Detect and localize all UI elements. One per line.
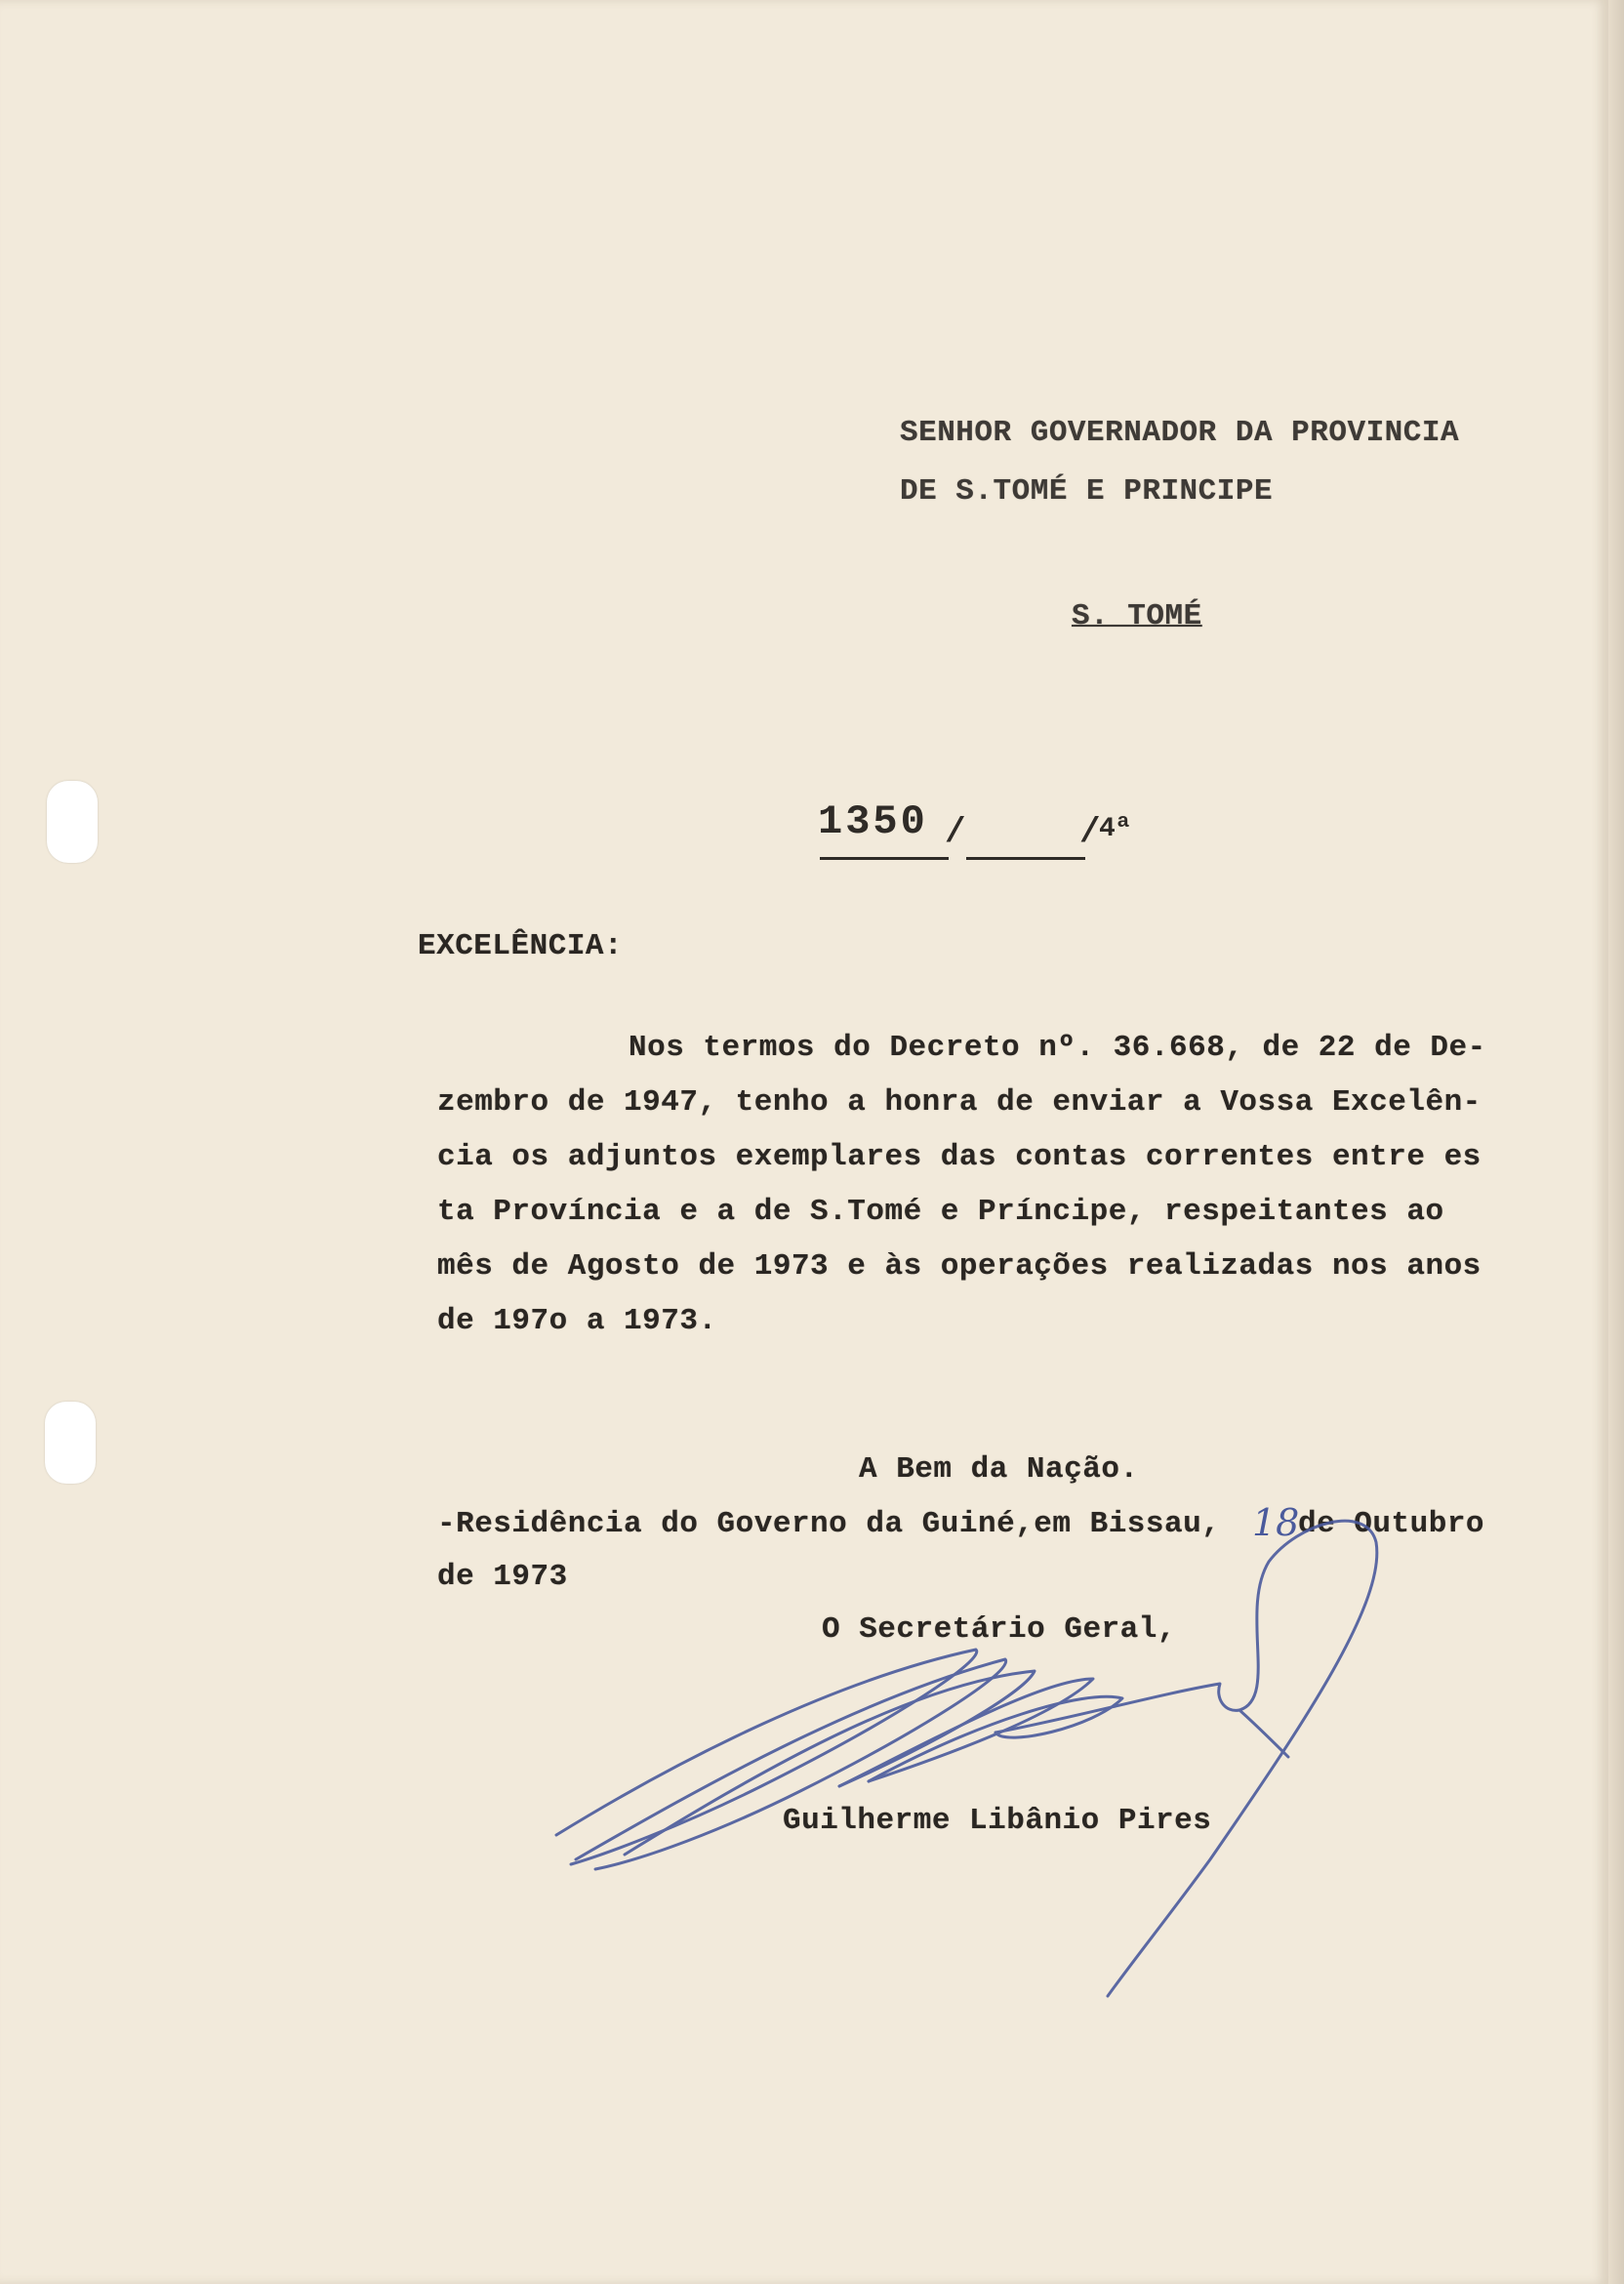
reference-rule-2 — [966, 857, 1085, 860]
addressee-line-2: DE S.TOMÉ E PRINCIPE — [900, 474, 1274, 509]
addressee-city: S. TOMÉ — [1072, 599, 1202, 633]
handwritten-day: 18 — [1252, 1501, 1300, 1544]
signatory-title: O Secretário Geral, — [822, 1612, 1176, 1647]
body-line-6: de 197o a 1973. — [437, 1304, 717, 1338]
reference-suffix: 4ª — [1099, 814, 1132, 844]
closing-year: de 1973 — [437, 1560, 568, 1594]
body-line-1: Nos termos do Decreto nº. 36.668, de 22 de De- — [629, 1031, 1486, 1065]
salutation: EXCELÊNCIA: — [418, 929, 624, 963]
closing-place-line: -Residência do Governo da Guiné,em Bissau, — [437, 1507, 1221, 1541]
body-line-3: cia os adjuntos exemplares das contas correntes entre es — [437, 1140, 1482, 1174]
punch-hole-bottom — [45, 1402, 96, 1484]
reference-rule-1 — [820, 857, 949, 860]
body-line-5: mês de Agosto de 1973 e às operações realizadas nos anos — [437, 1249, 1482, 1284]
closing-month: de Outubro — [1298, 1507, 1485, 1541]
body-line-4: ta Província e a de S.Tomé e Príncipe, respeitantes ao — [437, 1195, 1444, 1229]
reference-slash-2: / — [1079, 812, 1101, 852]
signatory-name: Guilherme Libânio Pires — [783, 1804, 1212, 1838]
reference-number: 1350 — [818, 798, 928, 845]
punch-hole-top — [47, 781, 98, 863]
closing-motto: A Bem da Nação. — [859, 1452, 1139, 1487]
reference-slash-1: / — [945, 812, 966, 852]
body-line-2: zembro de 1947, tenho a honra de enviar a Vossa Excelên- — [437, 1085, 1482, 1120]
page-edge — [1608, 0, 1624, 2284]
addressee-line-1: SENHOR GOVERNADOR DA PROVINCIA — [900, 416, 1460, 450]
